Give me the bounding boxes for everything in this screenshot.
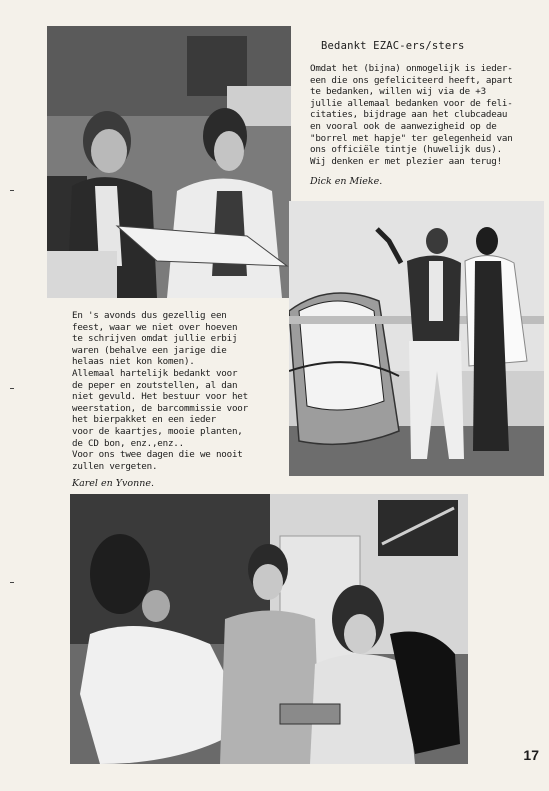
article-top-body: Omdat het (bijna) onmogelijk is ieder- een die ons gefeliciteerd heeft, apart te bedanken, willen wij via de +3 jullie allemaal bedanken voor de feli- citaties, bijdrage aan het clubcadeau en vooral ook de aanwezigheid op de "borrel met hapje" ter gelegenheid van ons officiële tintje (huwelijk dus). Wij denken er met plezier aan terug! bbox=[310, 63, 513, 167]
photo-party-gifts bbox=[70, 494, 468, 764]
article-top-signature: Dick en Mieke. bbox=[310, 176, 383, 187]
margin-mark bbox=[10, 388, 14, 389]
page-number: 17 bbox=[523, 747, 539, 763]
photo-couple-glider bbox=[289, 201, 544, 476]
article-bottom-body: En 's avonds dus gezellig een feest, waar we niet over hoeven te schrijven omdat jullie erbij waren (behalve een jarige die helaas niet kon komen). Allemaal hartelijk bedankt voor de peper en zoutstellen, al dan niet gevuld. Het bestuur voor het weerstation, de barcommissie voor het bierpakket en een ieder voor de kaartjes, mooie planten, de CD bon, enz.,enz.. Voor ons twee dagen die we nooit zullen vergeten. bbox=[72, 310, 248, 472]
photo-couple-ceremony bbox=[47, 26, 291, 298]
margin-mark bbox=[10, 582, 14, 583]
article-bottom-signature: Karel en Yvonne. bbox=[72, 478, 154, 489]
margin-mark bbox=[10, 190, 14, 191]
article-heading: Bedankt EZAC-ers/sters bbox=[321, 40, 465, 52]
